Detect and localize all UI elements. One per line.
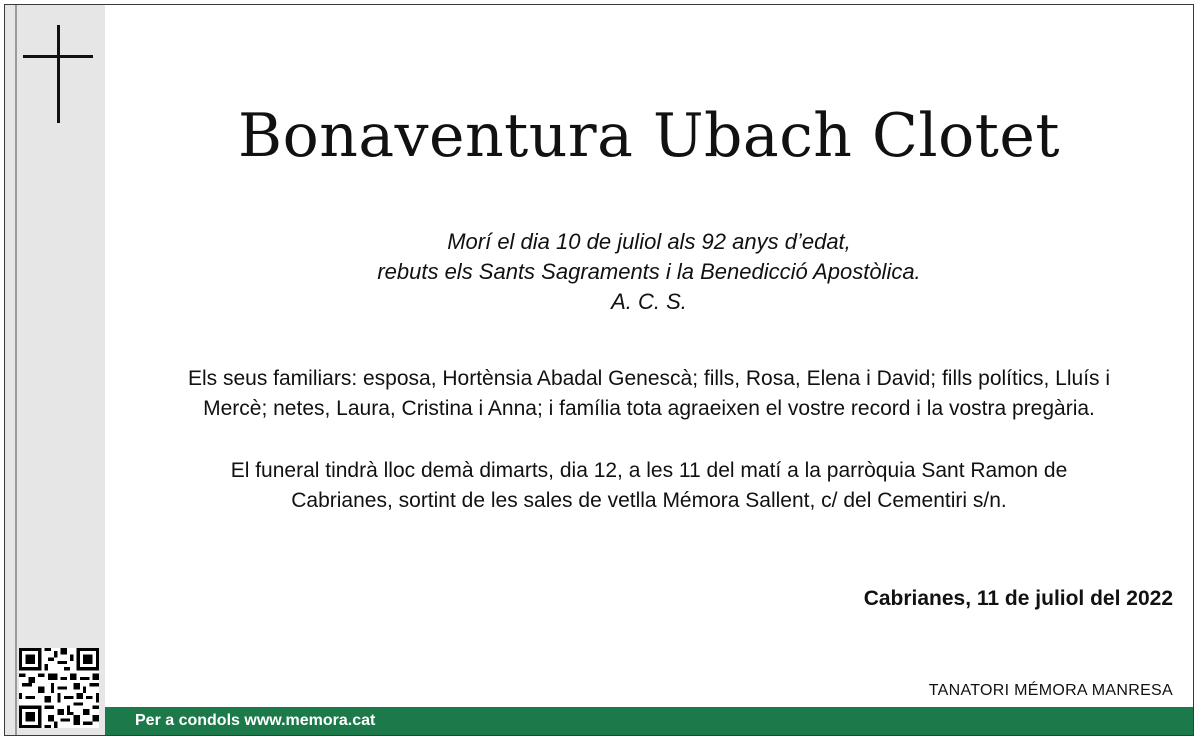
death-notice [105,227,1193,317]
cross-icon [23,25,93,125]
condolences-bar [105,707,1193,735]
notice-line: rebuts els Sants Sagraments i la Benedicció Apostòlica. [377,259,921,284]
funeral-home: TANATORI MÉMORA MANRESA [928,682,1173,699]
funeral-line: Cabrianes, sortint de les sales de vetlla Mémora Sallent, c/ del Cementiri s/n. [291,489,1007,512]
funeral-line: El funeral tindrà lloc demà dimarts, dia 12, a les 11 del matí a la parròquia Sant Ramon de [230,459,1068,482]
side-band [5,5,105,735]
side-divider [15,5,17,735]
place-date: Cabrianes, 11 de juliol del 2022 [863,587,1173,610]
qr-code-icon[interactable] [19,648,99,728]
family-line: Els seus familiars: esposa, Hortènsia Abadal Genescà; fills, Rosa, Elena i David; fills polítics, Lluís i [187,367,1111,390]
family-paragraph [115,364,1183,424]
obituary-card [4,4,1194,736]
family-line: Mercè; netes, Laura, Cristina i Anna; i família tota agraeixen el vostre record i la vostra pregària. [203,397,1095,420]
deceased-name: Bonaventura Ubach Clotet [238,101,1060,171]
funeral-paragraph [115,456,1183,516]
notice-line: A. C. S. [611,289,687,314]
condolences-link[interactable]: Per a condols www.memora.cat [135,712,376,729]
notice-line: Morí el dia 10 de juliol als 92 anys d’edat, [447,229,851,254]
